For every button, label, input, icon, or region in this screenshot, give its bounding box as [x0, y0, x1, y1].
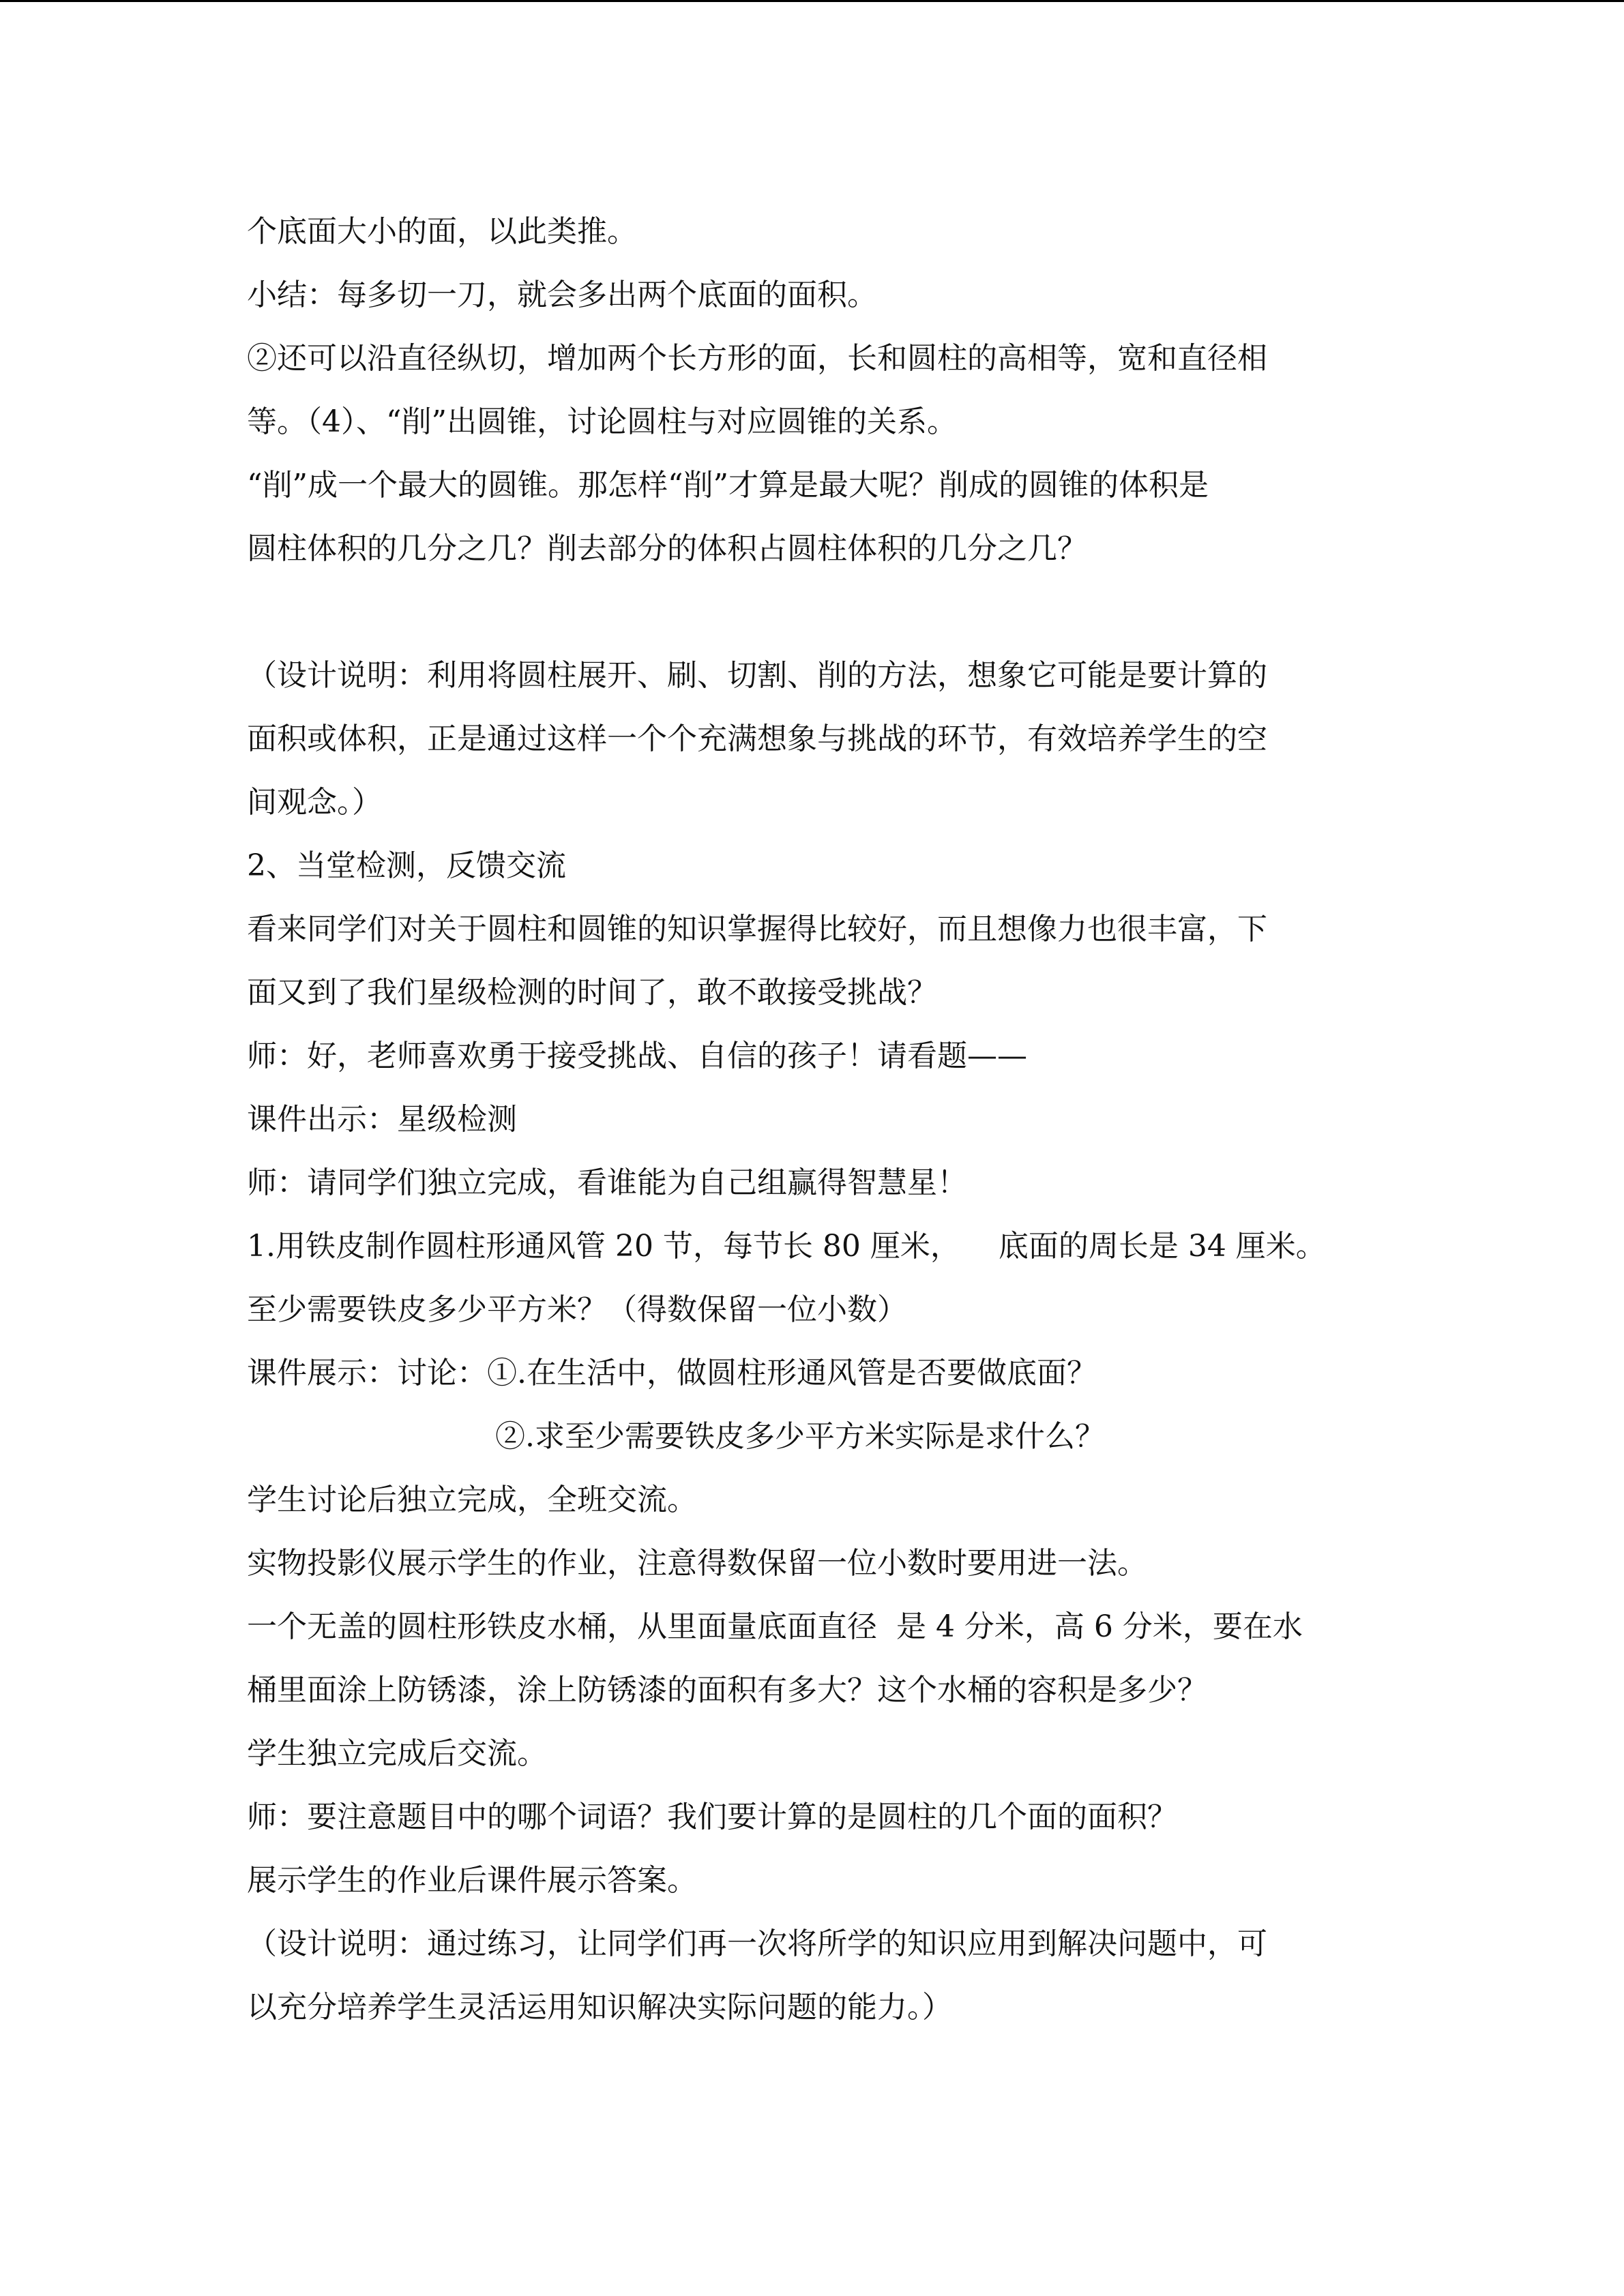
design-note-line: 间观念。）: [247, 785, 382, 820]
text-line: 个底面大小的面，以此类推。: [247, 214, 637, 249]
text-line: 小结：每多切一刀，就会多出两个底面的面积。: [247, 278, 877, 312]
text-line: 学生讨论后独立完成，全班交流。: [247, 1482, 697, 1517]
document-body: [247, 200, 1379, 2039]
exercise-line: 桶里面涂上防锈漆，涂上防锈漆的面积有多大？这个水桶的容积是多少？: [247, 1673, 1207, 1708]
text-line: 看来同学们对关于圆柱和圆锥的知识掌握得比较好，而且想像力也很丰富，下: [247, 912, 1267, 946]
text-line: 学生独立完成后交流。: [247, 1736, 547, 1771]
text-line-indented: ②.求至少需要铁皮多少平方米实际是求什么？: [495, 1419, 1105, 1454]
text-line: 等。（4）、“削”出圆锥，讨论圆柱与对应圆锥的关系。: [247, 404, 957, 439]
text-line: 实物投影仪展示学生的作业，注意得数保留一位小数时要用进一法。: [247, 1546, 1147, 1581]
text-line: 师：要注意题目中的哪个词语？我们要计算的是圆柱的几个面的面积？: [247, 1800, 1177, 1834]
exercise-line: 至少需要铁皮多少平方米？（得数保留一位小数）: [247, 1292, 907, 1327]
section-heading: 2、当堂检测，反馈交流: [247, 848, 566, 883]
text-line: 师：请同学们独立完成，看谁能为自己组赢得智慧星！: [247, 1165, 967, 1200]
text-line: “削”成一个最大的圆锥。那怎样“削”才算是最大呢？削成的圆锥的体积是: [247, 468, 1209, 503]
text-line: 展示学生的作业后课件展示答案。: [247, 1863, 697, 1898]
exercise-line: 1.用铁皮制作圆柱形通风管 20 节，每节长 80 厘米， 底面的周长是 34 厘米。: [247, 1229, 1326, 1264]
text-line: 圆柱体积的几分之几？削去部分的体积占圆柱体积的几分之几？: [247, 531, 1087, 566]
exercise-line: 一个无盖的圆柱形铁皮水桶，从里面量底面直径 是 4 分米，高 6 分米，要在水: [247, 1609, 1303, 1644]
text-line: 师：好，老师喜欢勇于接受挑战、自信的孩子！请看题——: [247, 1039, 1027, 1073]
text-line: 课件出示：星级检测: [247, 1102, 517, 1137]
design-note-line: 以充分培养学生灵活运用知识解决实际问题的能力。）: [247, 1990, 952, 2025]
design-note-line: （设计说明：通过练习，让同学们再一次将所学的知识应用到解决问题中，可: [247, 1926, 1267, 1961]
text-line: 课件展示：讨论：①.在生活中，做圆柱形通风管是否要做底面？: [247, 1356, 1097, 1390]
text-line: ②还可以沿直径纵切，增加两个长方形的面，长和圆柱的高相等，宽和直径相: [247, 341, 1267, 376]
blank-line: [247, 580, 1379, 644]
text-line: 面又到了我们星级检测的时间了，敢不敢接受挑战？: [247, 975, 937, 1010]
design-note-line: 面积或体积，正是通过这样一个个充满想象与挑战的环节，有效培养学生的空: [247, 721, 1267, 756]
design-note-line: （设计说明：利用将圆柱展开、刷、切割、削的方法，想象它可能是要计算的: [247, 658, 1267, 693]
